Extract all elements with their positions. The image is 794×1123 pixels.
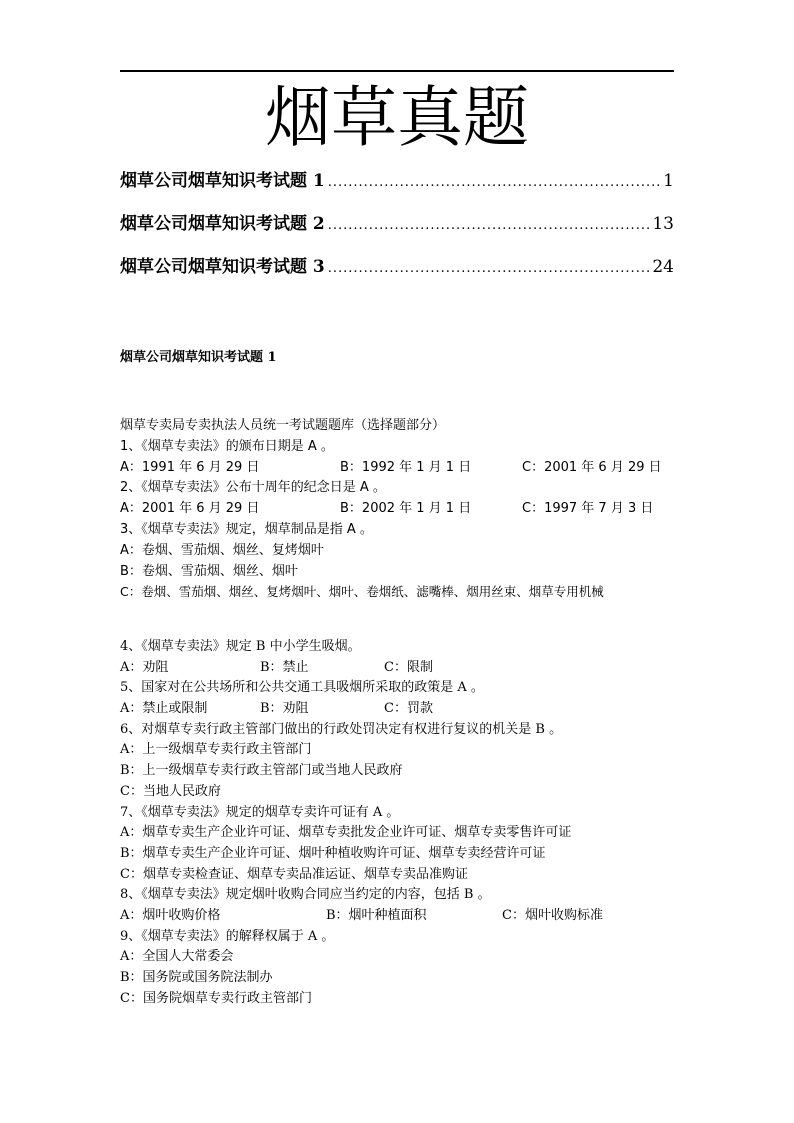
option-b: B：1992 年 1 月 1 日	[340, 459, 472, 475]
option-b: B：2002 年 1 月 1 日	[340, 501, 472, 517]
option-a: A：烟草专卖生产企业许可证、烟草专卖批发企业许可证、烟草专卖零售许可证	[120, 825, 572, 841]
option-c: C：限制	[384, 659, 433, 675]
option-c: C：1997 年 7 月 3 日	[522, 501, 654, 517]
toc-leader-dots	[328, 218, 650, 233]
question-text: 7、《烟草专卖法》规定的烟草专卖许可证有 A 。	[120, 804, 400, 820]
option-c: C：2001 年 6 月 29 日	[522, 459, 662, 475]
option-b: B：烟草专卖生产企业许可证、烟叶种植收购许可证、烟草专卖经营许可证	[120, 845, 546, 861]
option-c: C：烟草专卖检查证、烟草专卖品准运证、烟草专卖品准购证	[120, 866, 468, 882]
option-c: C：烟叶收购标准	[502, 907, 603, 923]
option-c: C：当地人民政府	[120, 783, 221, 799]
question-text: 5、国家对在公共场所和公共交通工具吸烟所采取的政策是 A 。	[120, 680, 484, 696]
toc-entry[interactable]	[120, 209, 674, 252]
option-a: A：劝阻	[120, 659, 169, 675]
option-row	[120, 658, 680, 679]
question-block-part1	[120, 416, 680, 603]
option-b: B：禁止	[260, 659, 309, 675]
option-b: B：烟叶种植面积	[326, 907, 427, 923]
question-text: 2、《烟草专卖法》公布十周年的纪念日是 A 。	[120, 480, 386, 496]
option-c: C：国务院烟草专卖行政主管部门	[120, 990, 312, 1006]
document-title: 烟草真题	[265, 79, 529, 156]
question-text: 6、对烟草专卖行政主管部门做出的行政处罚决定有权进行复议的机关是 B 。	[120, 721, 563, 737]
table-of-contents	[120, 166, 674, 295]
option-a: A：卷烟、雪茄烟、烟丝、复烤烟叶	[120, 542, 324, 558]
toc-entry-title: 烟草公司烟草知识考试题 2	[120, 214, 325, 234]
option-b: B：上一级烟草专卖行政主管部门或当地人民政府	[120, 763, 403, 779]
toc-entry[interactable]	[120, 166, 674, 209]
section-heading: 烟草公司烟草知识考试题 1	[120, 350, 277, 365]
option-a: A：禁止或限制	[120, 701, 208, 717]
option-a: A：上一级烟草专卖行政主管部门	[120, 742, 312, 758]
option-row	[120, 699, 680, 720]
question-text: 1、《烟草专卖法》的颁布日期是 A 。	[120, 438, 334, 454]
toc-leader-dots	[328, 175, 660, 190]
toc-entry-page: 13	[652, 214, 674, 234]
question-text: 9、《烟草专卖法》的解释权属于 A 。	[120, 928, 335, 944]
option-a: A：全国人大常委会	[120, 949, 234, 965]
option-row	[120, 499, 680, 520]
question-block-part2	[120, 637, 680, 1009]
toc-entry[interactable]	[120, 252, 674, 295]
option-row	[120, 906, 680, 927]
option-a: A：烟叶收购价格	[120, 907, 221, 923]
toc-entry-title: 烟草公司烟草知识考试题 3	[120, 257, 325, 277]
option-a: A：1991 年 6 月 29 日	[120, 459, 260, 475]
question-text: 4、《烟草专卖法》规定 B 中小学生吸烟。	[120, 639, 361, 654]
option-b: B：劝阻	[260, 701, 309, 717]
option-a: A：2001 年 6 月 29 日	[120, 501, 260, 517]
question-text: 3、《烟草专卖法》规定，烟草制品是指 A 。	[120, 521, 373, 537]
toc-entry-page: 1	[663, 171, 674, 191]
option-b: B：国务院或国务院法制办	[120, 970, 273, 985]
option-c: C：卷烟、雪茄烟、烟丝、复烤烟叶、烟叶、卷烟纸、滤嘴棒、烟用丝束、烟草专用机械	[120, 584, 604, 600]
toc-entry-title: 烟草公司烟草知识考试题 1	[120, 171, 325, 191]
intro-text: 烟草专卖局专卖执法人员统一考试题题库（选择题部分）	[120, 418, 446, 433]
header-rule	[120, 70, 674, 72]
option-row	[120, 458, 680, 479]
option-c: C：罚款	[384, 701, 433, 717]
toc-leader-dots	[328, 261, 650, 276]
toc-entry-page: 24	[652, 257, 674, 277]
question-text: 8、《烟草专卖法》规定烟叶收购合同应当约定的内容，包括 B 。	[120, 887, 491, 903]
option-b: B：卷烟、雪茄烟、烟丝、烟叶	[120, 563, 298, 579]
